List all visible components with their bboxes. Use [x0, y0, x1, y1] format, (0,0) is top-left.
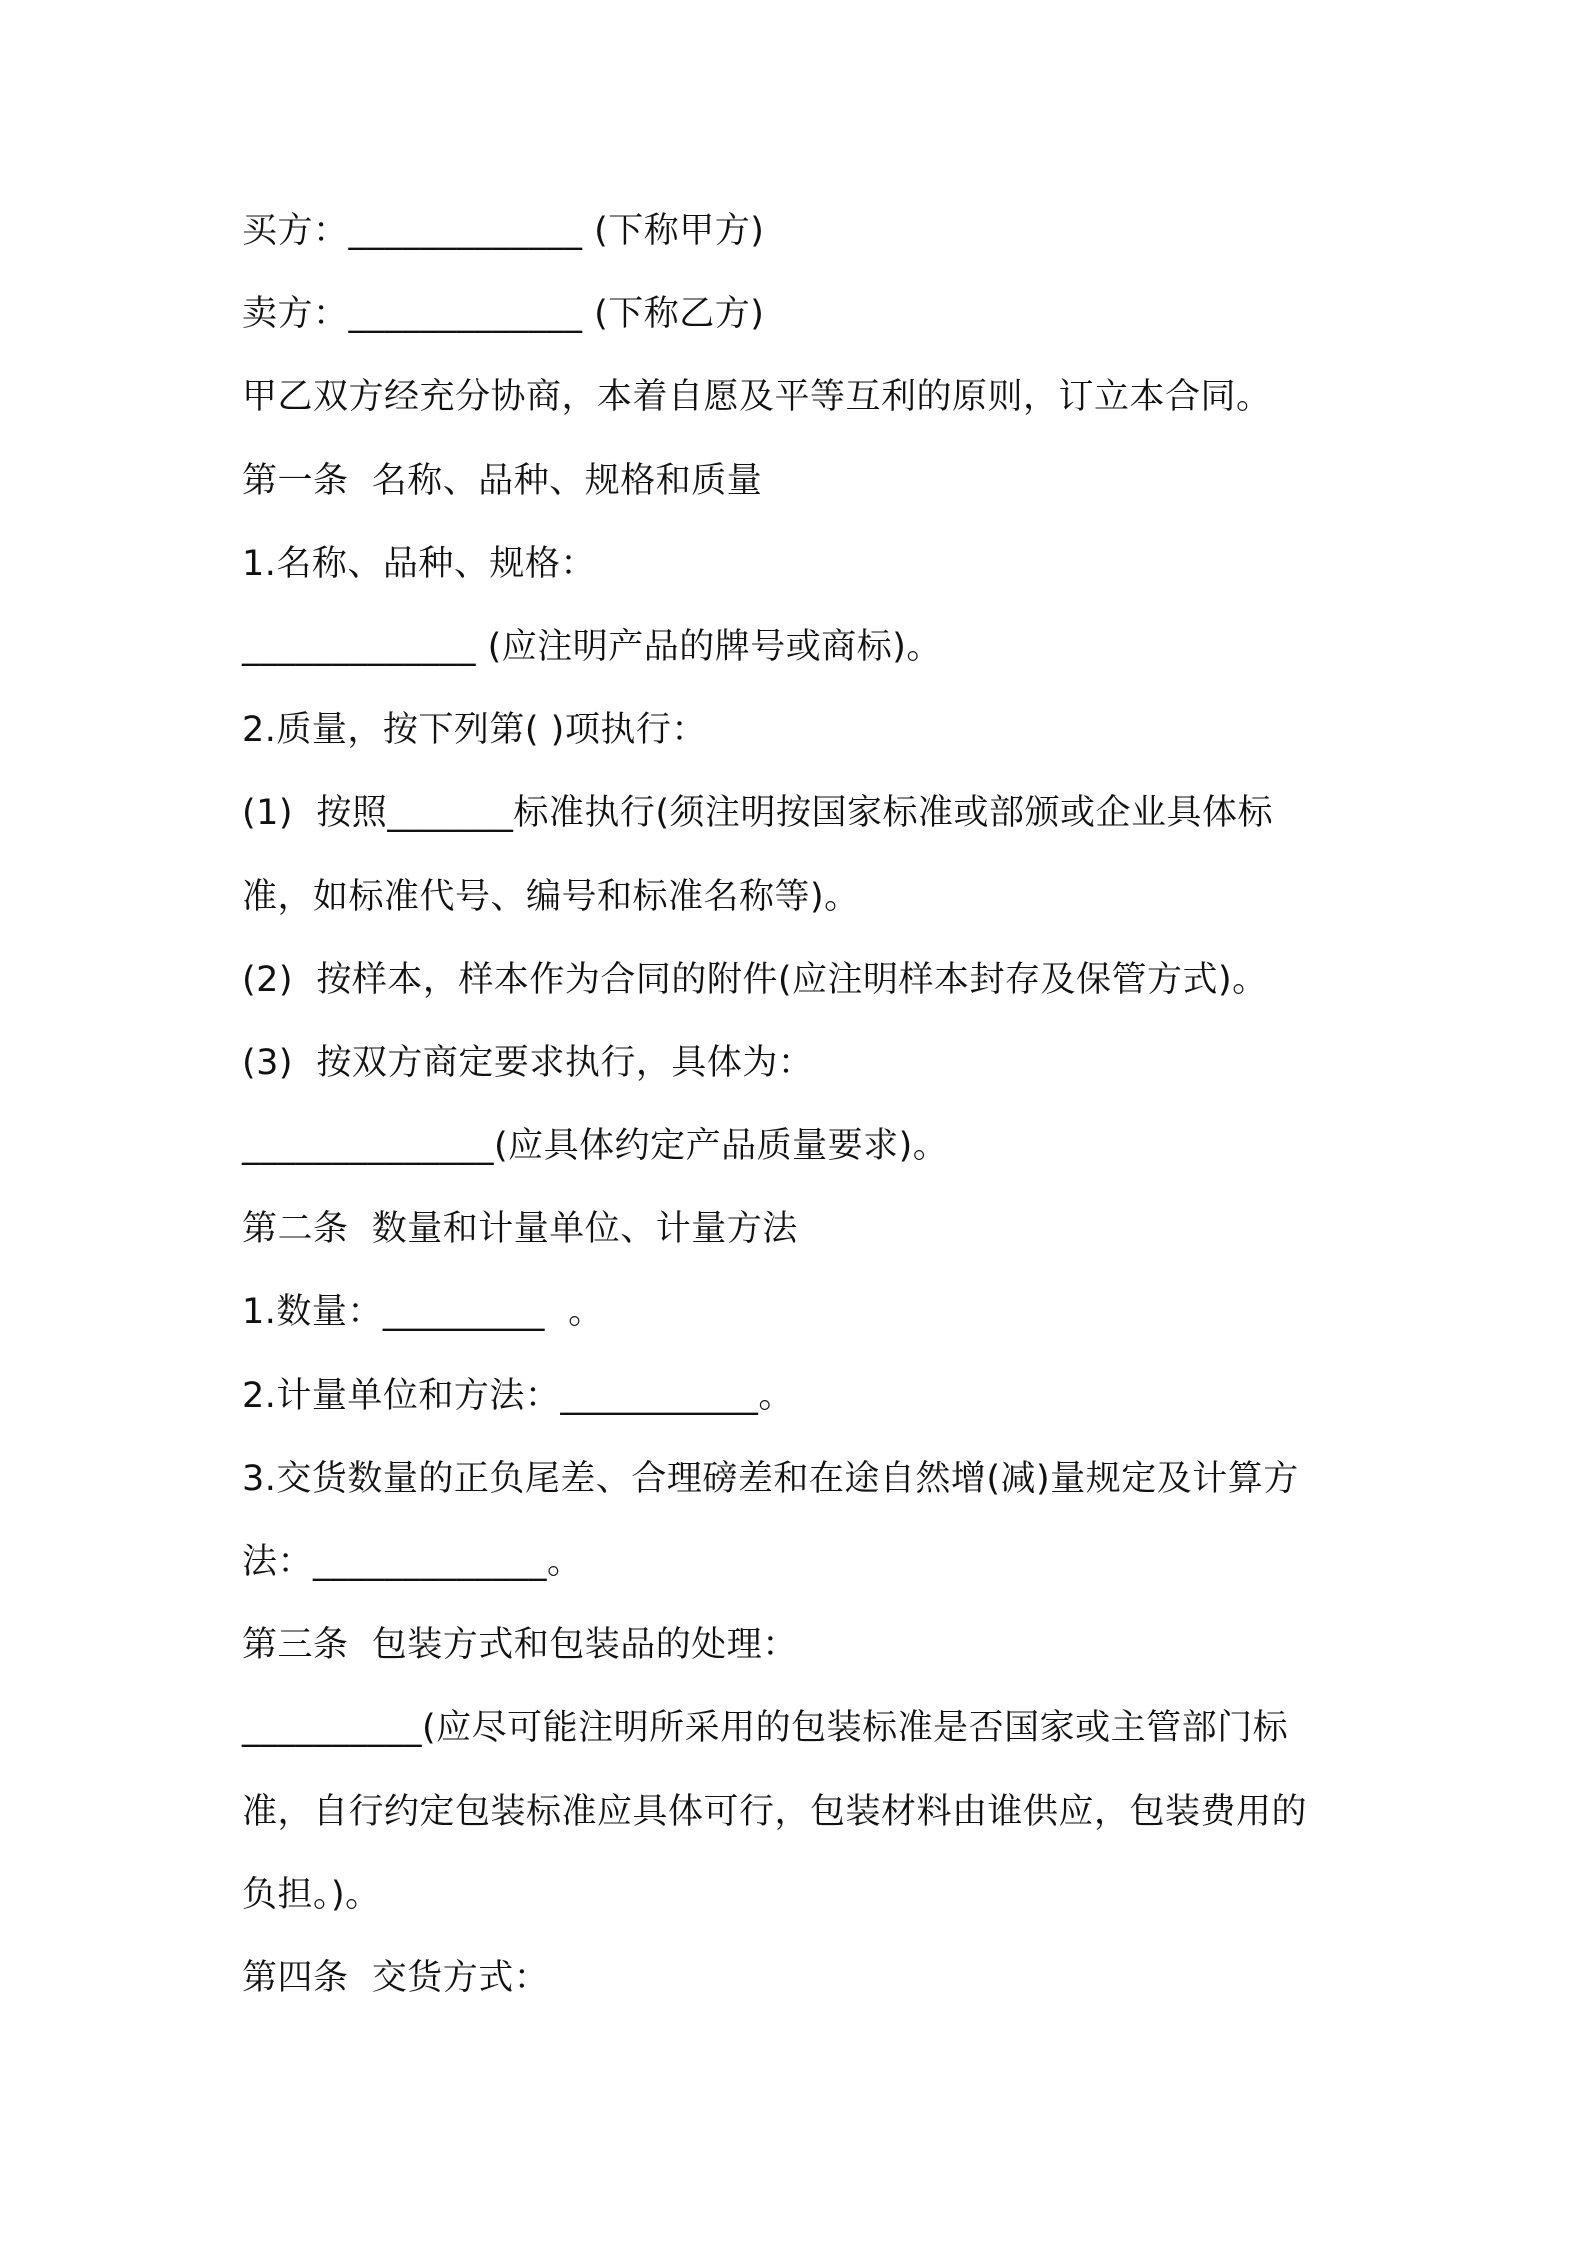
article-2-item-2: 2.计量单位和方法：___________。 — [242, 1375, 794, 1416]
quality-option-1: (1) 按照_______标准执行(须注明按国家标准或部颁或企业具体标 — [242, 793, 1273, 834]
preamble-line: 甲乙双方经充分协商，本着自愿及平等互利的原则，订立本合同。 — [242, 377, 1272, 418]
article-3-text-2: 准，自行约定包装标准应具体可行，包装材料由谁供应，包装费用的 — [242, 1791, 1308, 1832]
quality-option-3: (3) 按双方商定要求执行，具体为： — [242, 1042, 814, 1083]
article-2-heading: 第二条 数量和计量单位、计量方法 — [242, 1209, 798, 1250]
article-1-item-1: 1.名称、品种、规格： — [242, 543, 596, 584]
contract-body — [242, 195, 1357, 2025]
quality-option-3-blank: ______________(应具体约定产品质量要求)。 — [242, 1126, 949, 1167]
article-4-heading: 第四条 交货方式： — [242, 1957, 550, 1998]
quality-option-2: (2) 按样本，样本作为合同的附件(应注明样本封存及保管方式)。 — [242, 959, 1268, 1000]
article-3-text-3: 负担。)。 — [242, 1874, 381, 1915]
article-2-item-3: 3.交货数量的正负尾差、合理磅差和在途自然增(减)量规定及计算方 — [242, 1458, 1299, 1499]
quality-option-1-cont: 准，如标准代号、编号和标准名称等)。 — [242, 876, 860, 917]
article-2-item-3-cont: 法：_____________。 — [242, 1542, 583, 1582]
article-3-heading: 第三条 包装方式和包装品的处理： — [242, 1625, 798, 1666]
article-1-item-2: 2.质量，按下列第( )项执行： — [242, 710, 707, 751]
article-1-heading: 第一条 名称、品种、规格和质量 — [242, 460, 763, 501]
buyer-line: 买方：_____________ (下称甲方) — [242, 211, 765, 251]
article-2-item-1: 1.数量：_________ 。 — [242, 1292, 604, 1333]
article-1-item-1-blank: _____________ (应注明产品的牌号或商标)。 — [242, 626, 942, 667]
seller-line: 卖方：_____________ (下称乙方) — [242, 294, 765, 335]
article-3-text-1: __________(应尽可能注明所采用的包装标准是否国家或主管部门标 — [242, 1708, 1289, 1749]
